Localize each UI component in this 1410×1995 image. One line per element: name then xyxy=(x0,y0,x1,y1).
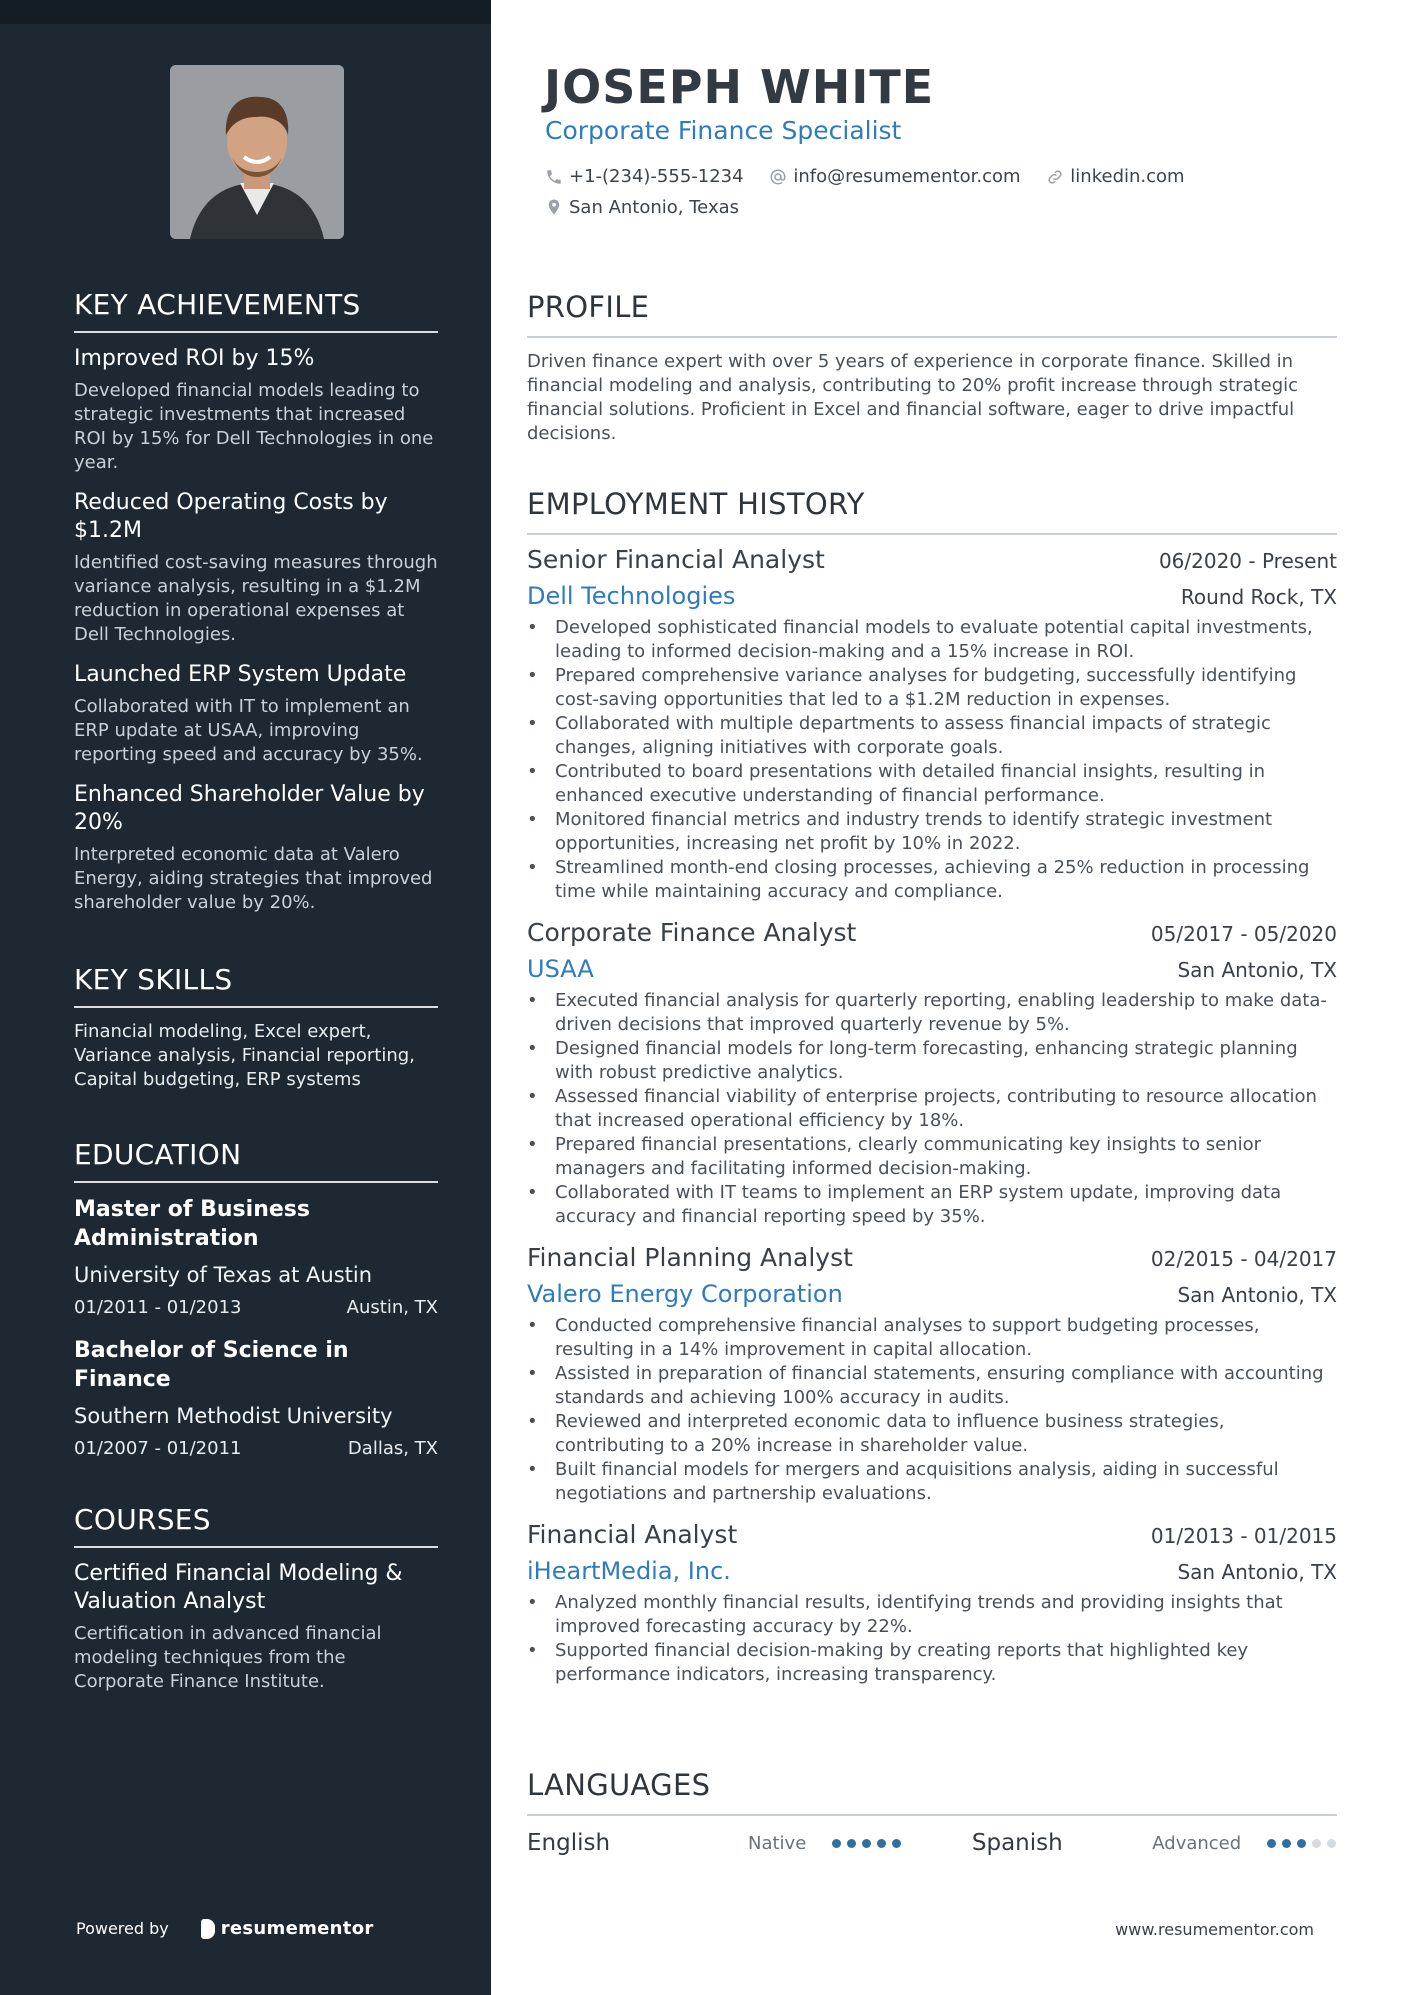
achievement-title: Launched ERP System Update xyxy=(74,662,407,687)
education-school: Southern Methodist University xyxy=(74,1404,393,1428)
job-bullet: • Assessed financial viability of enterprise projects, contributing to resource allocation that increased operational efficiency by 18%. xyxy=(527,1085,1337,1133)
education-school: University of Texas at Austin xyxy=(74,1263,373,1287)
profile-photo-icon xyxy=(170,65,344,239)
education-degree: Bachelor of Science in Finance xyxy=(74,1338,349,1392)
location-text: San Antonio, Texas xyxy=(569,196,739,218)
job-location: San Antonio, TX xyxy=(1177,1283,1337,1307)
candidate-title: Corporate Finance Specialist xyxy=(545,116,902,145)
footer-site-link[interactable]: www.resumementor.com xyxy=(1115,1920,1314,1939)
linkedin-text: linkedin.com xyxy=(1070,166,1185,187)
job-entry xyxy=(527,918,1337,1229)
rating-dot xyxy=(1282,1839,1291,1848)
phone-text: +1-(234)-555-1234 xyxy=(569,166,744,187)
rating-dot xyxy=(847,1839,856,1848)
job-bullet: • Built financial models for mergers and acquisitions analysis, aiding in successful negotiations and partnership evaluations. xyxy=(527,1458,1337,1506)
job-bullet: • Designed financial models for long-term forecasting, enhancing strategic planning with robust predictive analytics. xyxy=(527,1037,1337,1085)
education-dates: 01/2011 - 01/2013 xyxy=(74,1297,242,1318)
languages-section xyxy=(527,1768,1337,1856)
job-bullet: • Assisted in preparation of financial statements, ensuring compliance with accounting standards and achieving 100% accuracy in audits. xyxy=(527,1362,1337,1410)
job-location: San Antonio, TX xyxy=(1177,958,1337,982)
achievement-item xyxy=(74,345,438,475)
location-pin-icon xyxy=(545,198,563,216)
job-bullet: • Streamlined month-end closing processes, achieving a 25% reduction in processing time while maintaining accuracy and compliance. xyxy=(527,856,1337,904)
sidebar-top-bar xyxy=(0,0,491,24)
rating-dot xyxy=(1297,1839,1306,1848)
language-name: English xyxy=(527,1830,611,1856)
job-entry xyxy=(527,1243,1337,1506)
job-dates: 01/2013 - 01/2015 xyxy=(1150,1524,1337,1548)
profile-section xyxy=(527,290,1337,446)
skills-list: Financial modeling, Excel expert, Variance analysis, Financial reporting, Capital budgeting, ERP systems xyxy=(74,1021,415,1090)
job-location: Round Rock, TX xyxy=(1180,585,1337,609)
job-bullets xyxy=(527,1314,1337,1506)
job-dates: 02/2015 - 04/2017 xyxy=(1150,1247,1337,1271)
brand-name: resumementor xyxy=(220,1918,374,1939)
profile-text: Driven finance expert with over 5 years of experience in corporate finance. Skilled in financial modeling and analysis, contributing to 20% profit increase through strategic financial solutions. Proficient in Excel and financial software, eager to drive impactful decisions. xyxy=(527,351,1299,444)
job-company: USAA xyxy=(527,955,594,983)
job-bullet: • Supported financial decision-making by creating reports that highlighted key performance indicators, increasing transparency. xyxy=(527,1639,1337,1687)
rating-dot xyxy=(892,1839,901,1848)
job-bullet: • Prepared financial presentations, clearly communicating key insights to senior managers and facilitating informed decision-making. xyxy=(527,1133,1337,1181)
rating-dot xyxy=(1267,1839,1276,1848)
achievement-title: Improved ROI by 15% xyxy=(74,346,315,371)
job-dates: 06/2020 - Present xyxy=(1158,549,1337,573)
job-bullets xyxy=(527,989,1337,1229)
achievement-item xyxy=(74,661,438,767)
courses-heading: COURSES xyxy=(74,1503,438,1548)
job-company: iHeartMedia, Inc. xyxy=(527,1557,731,1585)
candidate-name: JOSEPH WHITE xyxy=(544,60,935,114)
languages-heading: LANGUAGES xyxy=(527,1768,1337,1816)
job-bullets xyxy=(527,616,1337,904)
job-dates: 05/2017 - 05/2020 xyxy=(1150,922,1337,946)
contact-info xyxy=(545,163,1205,224)
brand-logo[interactable] xyxy=(201,1918,374,1939)
achievement-title: Reduced Operating Costs by $1.2M xyxy=(74,490,388,543)
brand-logo-icon xyxy=(201,1919,215,1939)
job-company: Dell Technologies xyxy=(527,582,736,610)
job-company: Valero Energy Corporation xyxy=(527,1280,843,1308)
education-location: Dallas, TX xyxy=(347,1438,438,1459)
achievements-heading: KEY ACHIEVEMENTS xyxy=(74,288,438,333)
language-name: Spanish xyxy=(971,1830,1063,1856)
education-dates: 01/2007 - 01/2011 xyxy=(74,1438,242,1459)
job-title: Financial Analyst xyxy=(527,1520,738,1549)
job-location: San Antonio, TX xyxy=(1177,1560,1337,1584)
contact-email[interactable] xyxy=(769,163,1020,190)
course-desc: Certification in advanced financial modeling techniques from the Corporate Finance Institute. xyxy=(74,1623,382,1692)
language-level: Native xyxy=(747,1832,807,1854)
at-icon xyxy=(769,168,787,186)
rating-dot xyxy=(862,1839,871,1848)
achievement-title: Enhanced Shareholder Value by 20% xyxy=(74,782,425,835)
rating-dot xyxy=(1312,1839,1321,1848)
job-bullet: • Developed sophisticated financial models to evaluate potential capital investments, leading to informed decision-making and a 15% increase in ROI. xyxy=(527,616,1337,664)
education-heading: EDUCATION xyxy=(74,1138,438,1183)
job-bullet: • Executed financial analysis for quarterly reporting, enabling leadership to make data-driven decisions that improved quarterly revenue by 5%. xyxy=(527,989,1337,1037)
job-entry xyxy=(527,545,1337,904)
powered-by xyxy=(76,1918,374,1939)
contact-linkedin[interactable] xyxy=(1046,163,1184,190)
job-bullet: • Collaborated with multiple departments to assess financial impacts of strategic changes, aligning initiatives with corporate goals. xyxy=(527,712,1337,760)
job-title: Senior Financial Analyst xyxy=(527,545,825,574)
job-bullet: • Analyzed monthly financial results, identifying trends and providing insights that improved forecasting accuracy by 22%. xyxy=(527,1591,1337,1639)
job-bullet: • Reviewed and interpreted economic data to influence business strategies, contributing to a 20% increase in shareholder value. xyxy=(527,1410,1337,1458)
job-bullet: • Contributed to board presentations with detailed financial insights, resulting in enhanced executive understanding of financial performance. xyxy=(527,760,1337,808)
course-item xyxy=(74,1560,438,1694)
languages-list xyxy=(527,1830,1337,1856)
language-level: Advanced xyxy=(1152,1832,1242,1854)
achievement-desc: Developed financial models leading to strategic investments that increased ROI by 15% for Dell Technologies in one year. xyxy=(74,380,434,473)
course-title: Certified Financial Modeling & Valuation Analyst xyxy=(74,1561,403,1614)
email-text: info@resumementor.com xyxy=(793,166,1021,187)
education-location: Austin, TX xyxy=(346,1297,438,1318)
language-rating xyxy=(832,1839,972,1848)
achievement-item xyxy=(74,489,438,647)
rating-dot xyxy=(1327,1839,1336,1848)
achievement-desc: Interpreted economic data at Valero Energy, aiding strategies that improved shareholder value by 20%. xyxy=(74,844,433,913)
achievement-desc: Collaborated with IT to implement an ERP update at USAA, improving reporting speed and accuracy by 35%. xyxy=(74,696,423,765)
education-degree: Master of Business Administration xyxy=(74,1197,310,1251)
job-title: Corporate Finance Analyst xyxy=(527,918,857,947)
achievement-item xyxy=(74,781,438,915)
job-bullets xyxy=(527,1591,1337,1687)
job-bullet: • Prepared comprehensive variance analyses for budgeting, successfully identifying cost-saving opportunities that led to a $1.2M reduction in expenses. xyxy=(527,664,1337,712)
sidebar xyxy=(0,0,491,1995)
job-title: Financial Planning Analyst xyxy=(527,1243,853,1272)
achievement-desc: Identified cost-saving measures through variance analysis, resulting in a $1.2M reduction in operational expenses at Dell Technologies. xyxy=(74,552,438,645)
employment-heading: EMPLOYMENT HISTORY xyxy=(527,487,1337,535)
job-bullet: • Collaborated with IT teams to implement an ERP system update, improving data accuracy and financial reporting speed by 35%. xyxy=(527,1181,1337,1229)
powered-by-label: Powered by xyxy=(76,1919,169,1938)
education-item xyxy=(74,1336,438,1459)
job-bullet: • Monitored financial metrics and industry trends to identify strategic investment opportunities, increasing net profit by 10% in 2022. xyxy=(527,808,1337,856)
job-entry xyxy=(527,1520,1337,1687)
employment-section xyxy=(527,487,1337,1687)
rating-dot xyxy=(832,1839,841,1848)
phone-icon xyxy=(545,168,563,186)
profile-heading: PROFILE xyxy=(527,290,1337,338)
contact-location xyxy=(545,194,739,221)
language-rating xyxy=(1267,1839,1337,1848)
rating-dot xyxy=(877,1839,886,1848)
skills-heading: KEY SKILLS xyxy=(74,963,438,1008)
education-item xyxy=(74,1195,438,1318)
job-bullet: • Conducted comprehensive financial analyses to support budgeting processes, resulting in a 14% improvement in capital allocation. xyxy=(527,1314,1337,1362)
contact-phone[interactable] xyxy=(545,163,744,190)
link-icon xyxy=(1046,168,1064,186)
profile-photo xyxy=(170,65,344,239)
